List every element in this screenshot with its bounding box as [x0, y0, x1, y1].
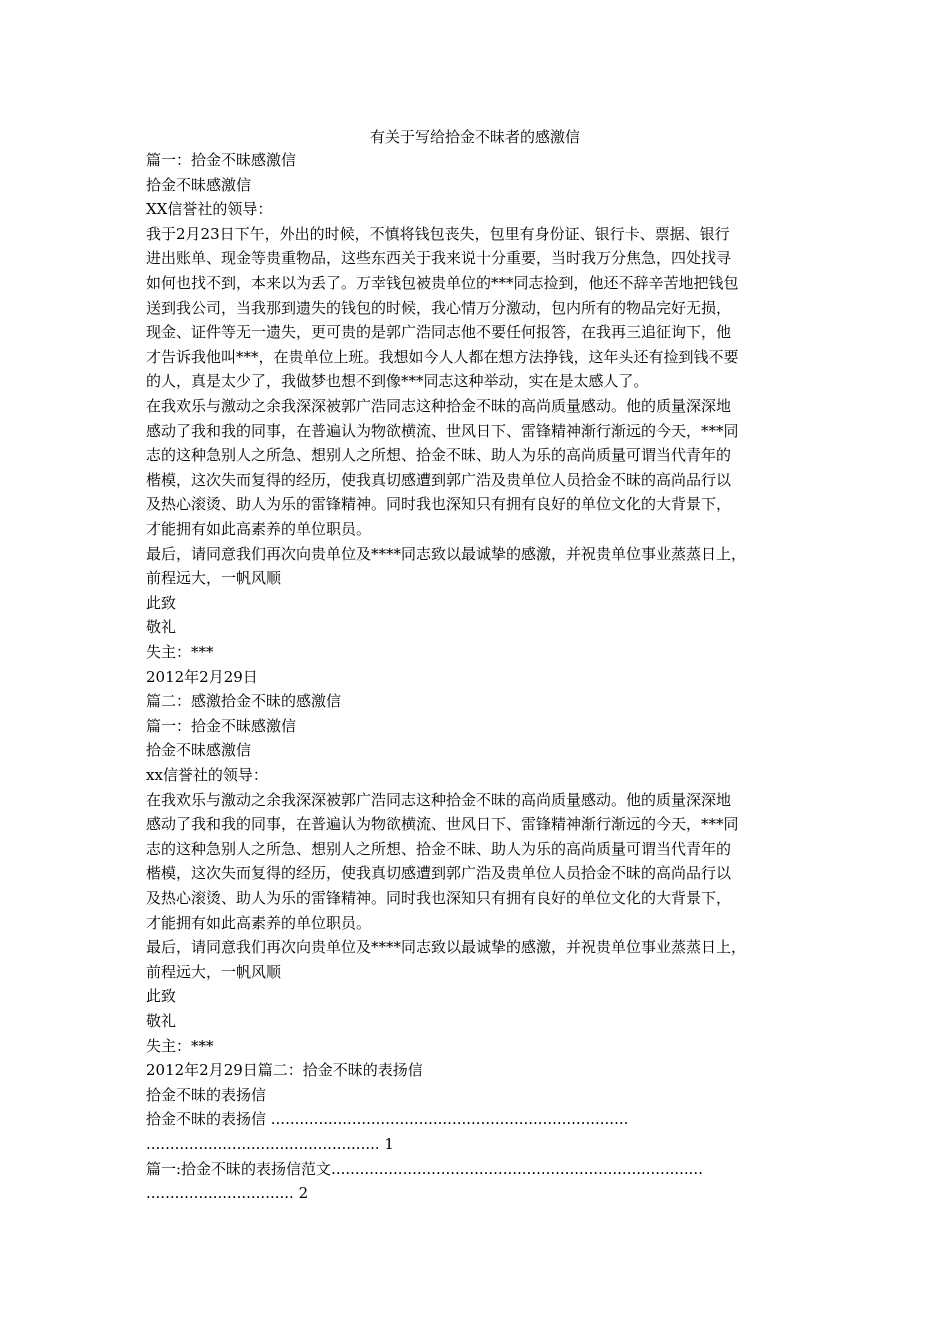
text-line: 楷模，这次失而复得的经历，使我真切感遭到郭广浩及贵单位人员拾金不昧的高尚品行以: [146, 471, 732, 489]
text-line: 拾金不昧的表扬信: [146, 1086, 267, 1104]
text-line: 如何也找不到，本来以为丢了。万幸钱包被贵单位的***同志捡到，他还不辞辛苦地把钱包: [146, 274, 739, 292]
text-line: 才告诉我他叫***，在贵单位上班。我想如今人人都在想方法挣钱，这年头还有捡到钱不要: [146, 348, 739, 366]
text-line: 拾金不昧感激信: [146, 176, 252, 194]
text-line: 在我欢乐与激动之余我深深被郭广浩同志这种拾金不昧的高尚质量感动。他的质量深深地: [146, 791, 732, 809]
text-line: xx信誉社的领导：: [146, 766, 268, 784]
text-line: 此致: [146, 987, 177, 1005]
text-line: 感动了我和我的同事，在普遍认为物欲横流、世风日下、雷锋精神渐行渐远的今天，***同: [146, 422, 739, 440]
text-line: 篇一:拾金不昧的表扬信范文..............................................................................: [146, 1160, 703, 1178]
text-line: 2012年2月29日篇二：拾金不昧的表扬信: [146, 1061, 423, 1079]
text-line: 才能拥有如此高素养的单位职员。: [146, 914, 372, 932]
document-title: 有关于写给拾金不昧者的感激信: [369, 128, 580, 146]
text-line: 篇一：拾金不昧感激信: [146, 151, 297, 169]
text-line: 前程远大，一帆风顺: [146, 569, 282, 587]
text-line: 失主：***: [146, 643, 214, 661]
text-line: ................................................. 1: [146, 1135, 394, 1153]
text-line: 失主：***: [146, 1037, 214, 1055]
text-line: 最后，请同意我们再次向贵单位及****同志致以最诚挚的感激，并祝贵单位事业蒸蒸日上，: [146, 938, 747, 956]
text-line: 才能拥有如此高素养的单位职员。: [146, 520, 372, 538]
text-line: ............................... 2: [146, 1184, 309, 1202]
text-line: 在我欢乐与激动之余我深深被郭广浩同志这种拾金不昧的高尚质量感动。他的质量深深地: [146, 397, 732, 415]
text-line: 前程远大，一帆风顺: [146, 963, 282, 981]
text-line: 2012年2月29日: [146, 668, 258, 686]
text-line: 楷模，这次失而复得的经历，使我真切感遭到郭广浩及贵单位人员拾金不昧的高尚品行以: [146, 864, 732, 882]
text-line: 最后，请同意我们再次向贵单位及****同志致以最诚挚的感激，并祝贵单位事业蒸蒸日上，: [146, 545, 747, 563]
text-line: 现金、证件等无一遗失，更可贵的是郭广浩同志他不要任何报答，在我再三追征询下，他: [146, 323, 732, 341]
text-line: 篇二：感激拾金不昧的感激信: [146, 692, 342, 710]
text-line: 敬礼: [146, 1012, 177, 1030]
text-line: 篇一：拾金不昧感激信: [146, 717, 297, 735]
text-line: 及热心滚烫、助人为乐的雷锋精神。同时我也深知只有拥有良好的单位文化的大背景下，: [146, 889, 732, 907]
text-line: 此致: [146, 594, 177, 612]
text-line: 我于2月23日下午，外出的时候，不慎将钱包丧失，包里有身份证、银行卡、票据、银行: [146, 225, 730, 243]
text-line: 志的这种急别人之所急、想别人之所想、拾金不昧、助人为乐的高尚质量可谓当代青年的: [146, 840, 732, 858]
text-line: 志的这种急别人之所急、想别人之所想、拾金不昧、助人为乐的高尚质量可谓当代青年的: [146, 446, 732, 464]
text-line: 及热心滚烫、助人为乐的雷锋精神。同时我也深知只有拥有良好的单位文化的大背景下，: [146, 495, 732, 513]
text-line: 敬礼: [146, 618, 177, 636]
text-line: 送到我公司，当我那到遗失的钱包的时候，我心情万分激动，包内所有的物品完好无损，: [146, 299, 732, 317]
text-line: XX信誉社的领导：: [146, 200, 273, 218]
text-line: 拾金不昧感激信: [146, 741, 252, 759]
text-line: 进出账单、现金等贵重物品，这些东西关于我来说十分重要，当时我万分焦急，四处找寻: [146, 249, 732, 267]
text-line: 拾金不昧的表扬信 ...........................................................................: [146, 1110, 629, 1128]
text-line: 感动了我和我的同事，在普遍认为物欲横流、世风日下、雷锋精神渐行渐远的今天，***同: [146, 815, 739, 833]
text-line: 的人，真是太少了，我做梦也想不到像***同志这种举动，实在是太感人了。: [146, 372, 649, 390]
